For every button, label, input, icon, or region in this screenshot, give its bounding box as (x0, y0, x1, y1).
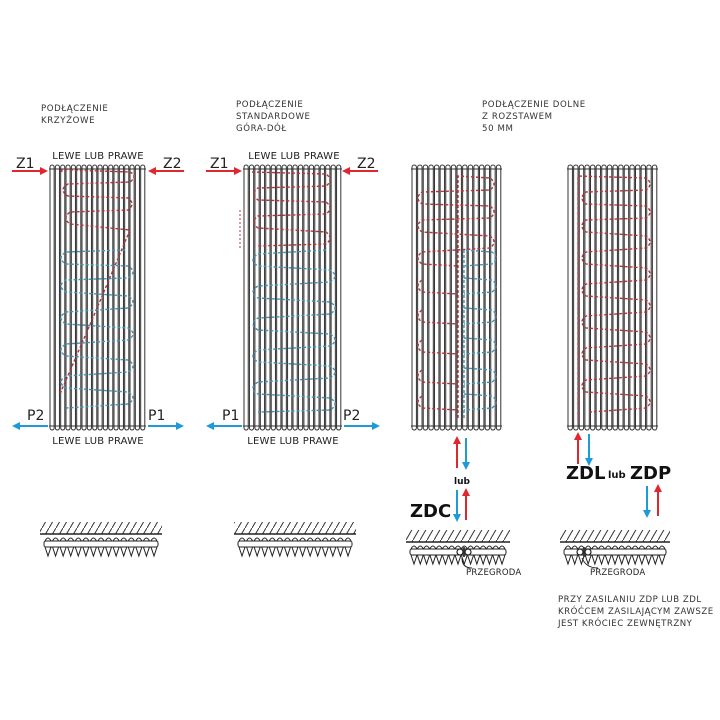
caption-line-2: Z ROZSTAWEM (482, 112, 553, 122)
radiator-tube (71, 165, 75, 430)
tube-section (322, 547, 328, 556)
tube-section (121, 547, 127, 556)
port-p1: P1 (148, 408, 166, 424)
radiator-tube (266, 165, 270, 430)
radiator-tube (114, 165, 118, 430)
tube-section (68, 547, 74, 556)
tube-section (430, 555, 436, 564)
port-p1: P1 (222, 408, 240, 424)
radiator-tube (326, 165, 330, 430)
note-line-2: KRÓĆCEM ZASILAJĄCYM ZAWSZE (558, 607, 714, 617)
tube-section (247, 547, 253, 556)
radiator-tube (55, 165, 59, 430)
radiator-tube (293, 165, 297, 430)
top-side-label: LEWE LUB PRAWE (248, 151, 340, 162)
bottom-side-label: LEWE LUB PRAWE (52, 436, 144, 447)
radiator-tube (337, 165, 341, 430)
radiator-tube (485, 165, 489, 430)
tube-section (128, 547, 134, 556)
tube-section (455, 555, 461, 564)
tube-section (612, 555, 618, 564)
radiator-tube (135, 165, 139, 430)
connector-name-zdp: ZDP (630, 463, 672, 484)
top-side-label: LEWE LUB PRAWE (52, 151, 144, 162)
radiator-tube (331, 165, 335, 430)
connector-port (457, 549, 463, 555)
tube-section (652, 555, 658, 564)
tube-section (53, 547, 59, 556)
or-label: lub (454, 477, 470, 487)
tube-section (151, 547, 157, 556)
wall-hatch (40, 522, 162, 534)
tube-section (337, 547, 343, 556)
radiator-tube (579, 165, 583, 430)
tube-section (585, 555, 591, 564)
tube-section (474, 555, 480, 564)
radiator-tube (66, 165, 70, 430)
tube-section (442, 555, 448, 564)
tube-section (565, 555, 571, 564)
radiator-tube (585, 165, 589, 430)
radiator-tube (244, 165, 248, 430)
tube-section (449, 555, 455, 564)
wall-hatch (234, 522, 356, 534)
radiator-tube (412, 165, 416, 430)
diagram-bottom-connection-zdc (406, 100, 586, 578)
radiator-tube (77, 165, 81, 430)
plan-view (560, 530, 670, 564)
tube-section (300, 547, 306, 556)
port-z1: Z1 (210, 156, 229, 172)
radiator-tube (119, 165, 123, 430)
tube-section (98, 547, 104, 556)
caption-line-1: PODŁĄCZENIE (236, 100, 304, 110)
radiator-tube (636, 165, 640, 430)
tube-section (136, 547, 142, 556)
caption-line-3: 50 MM (482, 124, 514, 134)
radiator-tube (125, 165, 129, 430)
tube-section (90, 547, 96, 556)
radiator-tube (61, 165, 65, 430)
diagram-bottom-connection-zdl-zdp (557, 165, 714, 629)
or-label: lub (608, 470, 626, 481)
tube-section (592, 555, 598, 564)
tube-section (486, 555, 492, 564)
plan-view (406, 530, 510, 564)
tube-section (60, 547, 66, 556)
supply-flow-line (252, 172, 330, 246)
radiator-tube (647, 165, 651, 430)
tube-section (605, 555, 611, 564)
wall-hatch (406, 530, 510, 542)
diagram-cross-connection (12, 104, 184, 556)
caption-line-1: PODŁĄCZENIE DOLNE (482, 100, 586, 110)
radiator-tube (271, 165, 275, 430)
tube-section (572, 555, 578, 564)
header-pipe (44, 541, 158, 547)
tube-section (646, 555, 652, 564)
caption-line-2: STANDARDOWE (236, 112, 311, 122)
tube-section (315, 547, 321, 556)
tube-section (436, 555, 442, 564)
caption-line-1: PODŁĄCZENIE (41, 104, 109, 114)
radiator-tube (315, 165, 319, 430)
tube-section (143, 547, 149, 556)
radiator-tube (568, 165, 572, 430)
tube-section (639, 555, 645, 564)
wall-hatch (560, 530, 670, 542)
note-line-3: JEST KRÓCIEC ZEWNĘTRZNY (558, 619, 693, 629)
connector-name-zdl: ZDL (566, 463, 606, 484)
radiator-tube (141, 165, 145, 430)
tube-section (113, 547, 119, 556)
radiator-tube (480, 165, 484, 430)
plan-view (234, 522, 356, 556)
tube-section (599, 555, 605, 564)
port-z1: Z1 (16, 156, 35, 172)
tube-section (424, 555, 430, 564)
tube-section (83, 547, 89, 556)
connector-name-zdc: ZDC (410, 501, 452, 522)
tube-section (499, 555, 505, 564)
radiator-tube (641, 165, 645, 430)
diagram-standard-connection (206, 100, 378, 556)
radiator-tube (249, 165, 253, 430)
tube-section (659, 555, 665, 564)
tube-section (292, 547, 298, 556)
tube-section (632, 555, 638, 564)
connector-port (465, 549, 471, 555)
connector-port (585, 549, 591, 555)
radiator-tube (277, 165, 281, 430)
radiator-tube (309, 165, 313, 430)
port-z2: Z2 (357, 156, 376, 172)
tube-section (480, 555, 486, 564)
partition-label: PRZEGRODA (466, 568, 522, 578)
tube-section (411, 555, 417, 564)
partition-label: PRZEGRODA (590, 568, 646, 578)
tube-section (625, 555, 631, 564)
port-p2: P2 (343, 408, 361, 424)
tube-section (262, 547, 268, 556)
port-z2: Z2 (163, 156, 182, 172)
radiator-tube (652, 165, 656, 430)
tube-section (45, 547, 51, 556)
header-pipe (564, 549, 666, 555)
radiator-tube (50, 165, 54, 430)
radiator-tube (320, 165, 324, 430)
radiator-tube (474, 165, 478, 430)
radiator-tube (282, 165, 286, 430)
caption-line-2: KRZYŻOWE (41, 116, 96, 126)
connector-port (577, 549, 583, 555)
radiator-tube (82, 165, 86, 430)
tube-section (468, 555, 474, 564)
tube-section (345, 547, 351, 556)
tube-section (269, 547, 275, 556)
radiator-tube (418, 165, 422, 430)
tube-section (284, 547, 290, 556)
tube-section (307, 547, 313, 556)
radiator-tube (260, 165, 264, 430)
radiator-tube (304, 165, 308, 430)
port-p2: P2 (27, 408, 45, 424)
tube-section (106, 547, 112, 556)
header-pipe (238, 541, 352, 547)
radiator-tube (496, 165, 500, 430)
plan-view (40, 522, 162, 556)
tube-section (619, 555, 625, 564)
radiator-tube (491, 165, 495, 430)
tube-section (330, 547, 336, 556)
tube-section (417, 555, 423, 564)
radiator-tube (288, 165, 292, 430)
bottom-side-label: LEWE LUB PRAWE (247, 436, 339, 447)
tube-section (277, 547, 283, 556)
radiator-tube (298, 165, 302, 430)
caption-line-3: GÓRA-DÓŁ (236, 124, 287, 134)
radiator-tube (630, 165, 634, 430)
tube-section (75, 547, 81, 556)
tube-section (254, 547, 260, 556)
note-line-1: PRZY ZASILANIU ZDP LUB ZDL (558, 595, 702, 605)
tube-section (493, 555, 499, 564)
tube-section (239, 547, 245, 556)
